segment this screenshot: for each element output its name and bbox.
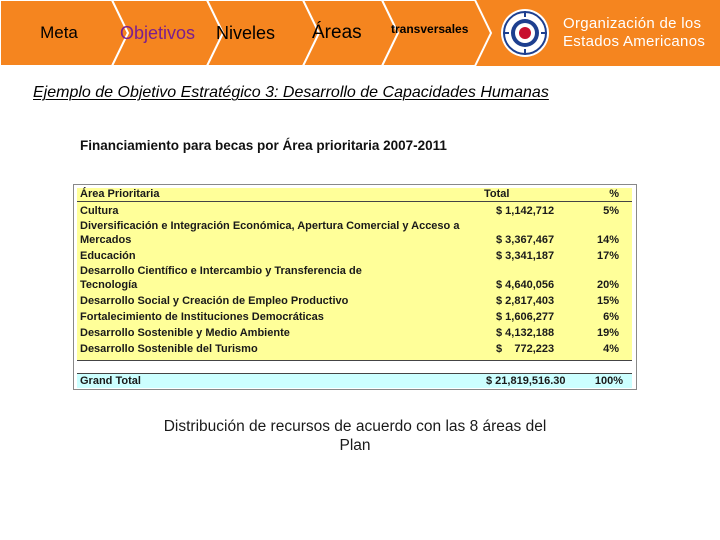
row-area: Desarrollo Sostenible del Turismo — [80, 343, 258, 355]
row-total: $ 772,223 — [496, 343, 555, 355]
nav-objetivos-label: Objetivos — [120, 22, 196, 43]
row-total: $ 4,640,056 — [496, 279, 555, 291]
row-total: $ 4,132,188 — [496, 327, 555, 339]
row-total: $ 2,817,403 — [496, 295, 555, 307]
row-total: $ 3,341,187 — [496, 250, 555, 262]
row-pct: 6% — [603, 311, 619, 323]
grand-total-label: Grand Total — [80, 375, 141, 387]
org-name — [563, 15, 705, 51]
oas-brand — [500, 8, 705, 58]
header-divider — [77, 201, 632, 202]
row-area: Diversificación e Integración Económica, Apertura Comercial y Acceso a Mercados — [80, 220, 460, 246]
nav-areas-label: Áreas — [312, 22, 362, 43]
org-name-line1: Organización de los — [563, 15, 702, 32]
header-area: Área Prioritaria — [80, 188, 160, 200]
caption: Distribución de recursos de acuerdo con las 8 áreas del Plan — [163, 418, 547, 454]
row-pct: 19% — [596, 327, 619, 339]
row-total: $ 3,367,467 — [496, 234, 555, 246]
row-pct: 20% — [596, 279, 619, 291]
top-navigation-bar — [0, 0, 720, 66]
row-pct: 14% — [596, 234, 619, 246]
row-area: Desarrollo Social y Creación de Empleo Productivo — [80, 295, 349, 307]
row-area: Cultura — [80, 205, 119, 217]
row-area: Fortalecimiento de Instituciones Democráticas — [80, 311, 324, 323]
org-name-line2: Estados Americanos — [563, 33, 706, 50]
row-area: Desarrollo Científico e Intercambio y Transferencia de Tecnología — [80, 265, 362, 291]
funding-table — [73, 184, 637, 390]
header-total: Total — [484, 188, 510, 200]
grand-total-pct: 100% — [594, 375, 623, 387]
row-pct: 4% — [603, 343, 619, 355]
nav-transversales-label: transversales — [391, 22, 469, 36]
row-total: $ 1,142,712 — [496, 205, 555, 217]
row-total: $ 1,606,277 — [496, 311, 555, 323]
row-area: Desarrollo Sostenible y Medio Ambiente — [80, 327, 290, 339]
page-subtitle: Ejemplo de Objetivo Estratégico 3: Desarrollo de Capacidades Humanas — [33, 84, 549, 101]
nav-meta-label: Meta — [40, 23, 78, 42]
oas-seal-icon — [500, 8, 550, 58]
row-pct: 5% — [603, 205, 619, 217]
grand-total-amount: $ 21,819,516.30 — [486, 375, 566, 387]
row-area: Educación — [80, 250, 136, 262]
row-pct: 15% — [596, 295, 619, 307]
table-title: Financiamiento para becas por Área prioritaria 2007-2011 — [80, 138, 447, 153]
nav-niveles-label: Niveles — [216, 22, 276, 43]
header-pct: % — [609, 188, 619, 200]
body-divider — [77, 360, 632, 361]
row-pct: 17% — [596, 250, 619, 262]
